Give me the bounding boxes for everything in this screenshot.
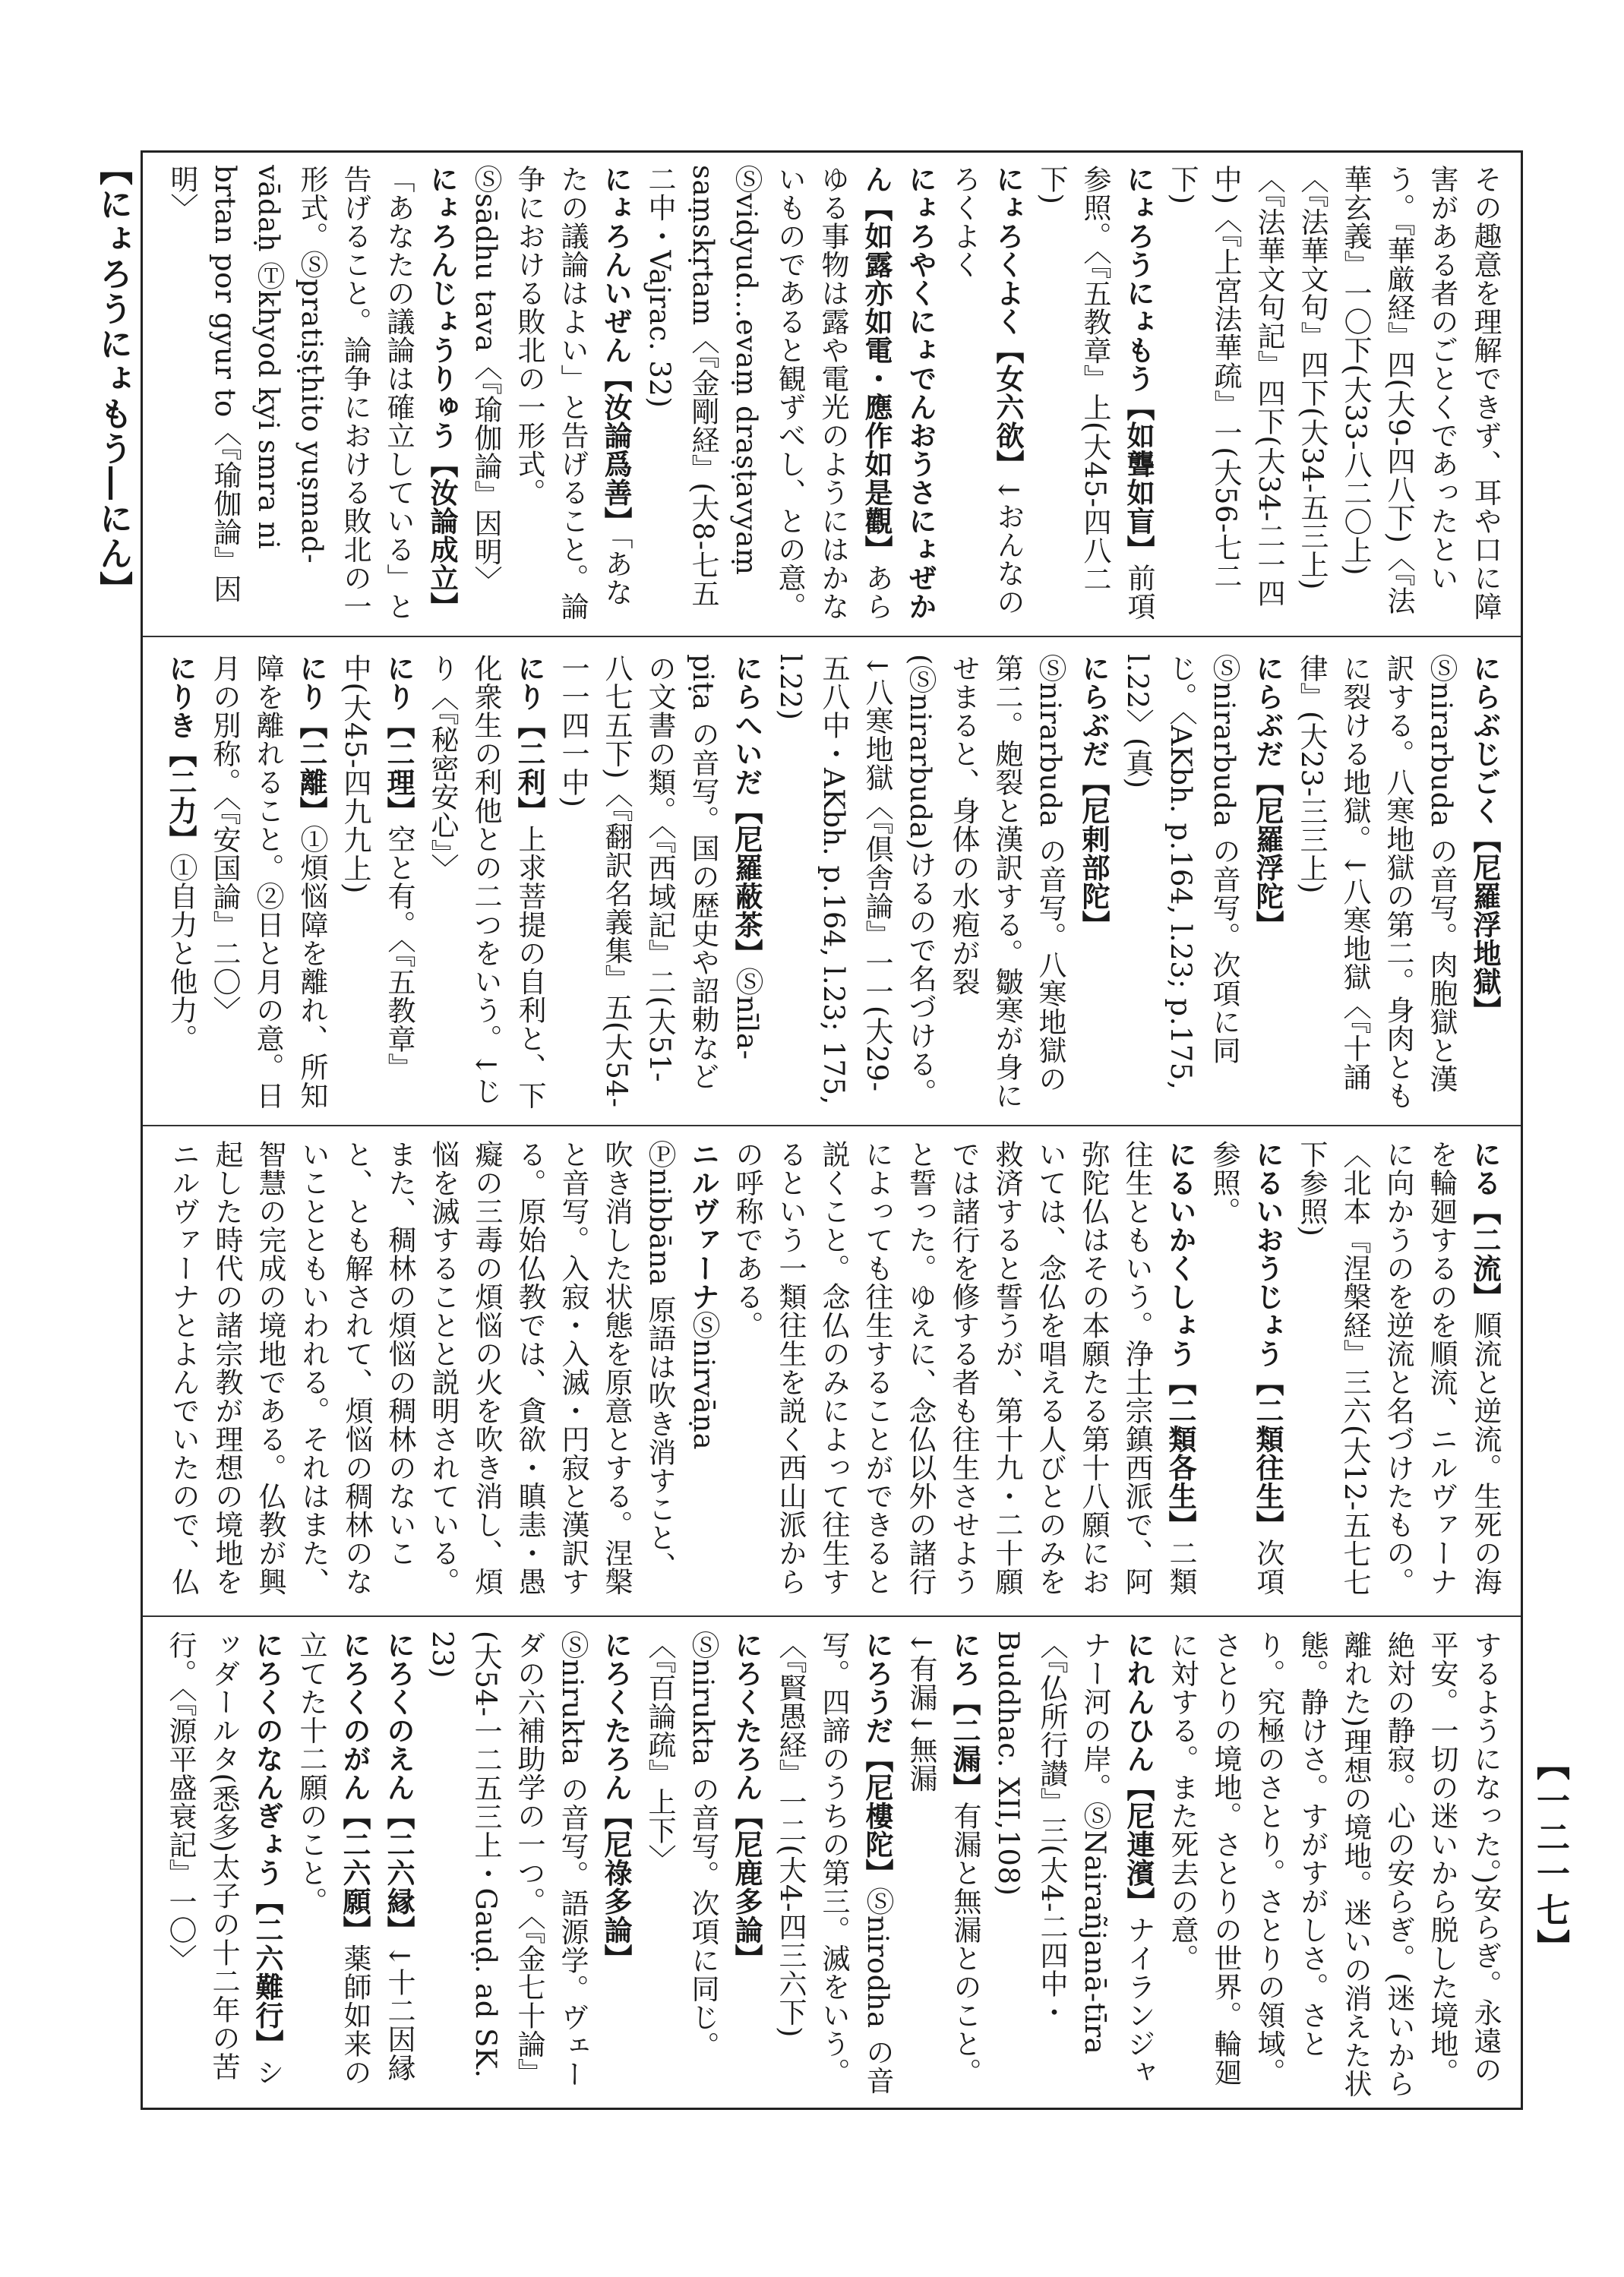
dictionary-entry — [421, 654, 551, 1110]
dictionary-entry — [289, 1631, 377, 2099]
tier-divider — [143, 1615, 1521, 1617]
tier-4-entries — [156, 1631, 1507, 2099]
dictionary-entry — [377, 1631, 421, 2099]
entry-headword: にろくたろん【尼鹿多論】 — [730, 1631, 763, 1972]
entry-definition: Ⓢnirukta の音写。語源学。ヴェーダの六補助学の一つ。〈『金七十論』(大54-一二五三上・Gauḍ. ad SK. 23) — [426, 1631, 589, 2089]
entry-headword: にろくのなんぎょう【二六難行】 — [251, 1631, 284, 2058]
entry-definition: するようになった。)安らぎ。永遠の平安。一切の迷いから脱した境地。絶対の静寂。心の安らぎ。(迷いから離れた)理想の境地。迷いの消えた状態。静けさ。すがすがしさ。さとり。究極のさとり。さとりの領域。さとりの境地。さとりの世界。輪廻に対する。また死去の意。 — [1166, 1631, 1502, 2098]
entry-headword: にょろんじょうりゅう【汝論成立】 — [425, 165, 459, 621]
dictionary-entry — [464, 165, 638, 621]
dictionary-entry — [156, 1140, 725, 1602]
dictionary-entry — [638, 1631, 769, 2099]
entry-definition: ↓おんなのろくよく — [948, 165, 1025, 617]
entry-headword: にらぶだ【尼羅浮陀】 — [1251, 654, 1284, 939]
entry-definition: シッダールタ(悉多)太子の十二年の苦行。〈『源平盛衰記』一〇〉 — [164, 1631, 284, 2086]
entry-headword: にりき【二力】 — [164, 654, 197, 854]
dictionary-entry — [1290, 1140, 1507, 1602]
entry-definition: あらゆる事物は露や電光のようにはかないものであると観ずべし、との意。Ⓢvidyud…evaṃ draṣṭavyaṃ saṃskṛtam〈『金剛経』(大8-七五二中・Vajrac. 32) — [643, 165, 893, 621]
entry-headword: にょろくよく【女六欲】 — [991, 165, 1025, 478]
page-number: 【一二一七】 — [1531, 1747, 1569, 1966]
entry-definition: Ⓢnirarbuda の音写。次項に同じ。〈AKbh. p.164, l.23; p.175, l.22〉(真) — [1121, 654, 1240, 1091]
dictionary-entry — [203, 654, 333, 1110]
entry-definition: 「あなたの議論は確立している」と告げること。論争における敗北の一形式。Ⓢpratiṣṭhito yuṣmad-vādaḥ Ⓣkhyod kyi smra ni brtan por gyur to〈『瑜伽論』因明〉 — [166, 165, 415, 621]
entry-definition: 「あなたの議論はよい」と告げること。論争における敗北の一形式。Ⓢsādhu tava〈『瑜伽論』因明〉 — [469, 165, 633, 621]
entry-definition: Ⓢnirukta の音写。次項に同じ。〈『百論疏』上下〉 — [643, 1631, 719, 2060]
entry-definition: Ⓢnirarbuda の音写。八寒地獄の第二。皰裂と漢訳する。皺寒が身にせまると、身体の水疱が裂(Ⓢnirarbuda)けるので名づける。↓八寒地獄〈『倶舎論』一一(大29-五八中・AKbh. p.164, l.23; 175, l.22) — [774, 654, 1066, 1110]
entry-headword: にょろやくにょでんおうさにょぜかん【如露亦如電・應作如是觀】 — [860, 165, 937, 621]
entry-headword: にょろうにょもう【如聾如盲】 — [1122, 165, 1155, 564]
entry-headword: にろ【二漏】 — [948, 1631, 981, 1802]
dictionary-entry — [943, 165, 1030, 621]
entry-definition: 空と有。〈『五教章』中(大45-四九九上) — [339, 654, 415, 1082]
dictionary-entry — [899, 1631, 987, 2099]
entry-headword: にらぶだ【尼剌部陀】 — [1077, 654, 1111, 939]
entry-definition: 上求菩提の自利と、下化衆生の利他との二つをいう。↓じり〈『秘密安心』〉 — [426, 654, 546, 1110]
entry-headword: にろくのがん【二六願】 — [338, 1631, 371, 1944]
tier-divider — [143, 1125, 1521, 1126]
entry-definition: ①自力と他力。 — [165, 853, 197, 1053]
entry-headword: にろくのえん【二六縁】 — [382, 1631, 415, 1944]
dictionary-entry — [769, 1631, 899, 2099]
tier-4 — [156, 1631, 1507, 2099]
entry-definition: 次項参照。 — [1208, 1140, 1284, 1596]
dictionary-entry — [1161, 1631, 1507, 2099]
tier-3-entries — [156, 1140, 1507, 1602]
entry-headword: にらへいだ【尼羅蔽茶】 — [730, 654, 763, 968]
entry-headword: にり【二離】 — [295, 654, 328, 825]
entry-headword: にろくたろん【尼祿多論】 — [599, 1631, 633, 1972]
entry-headword: にる【二流】 — [1468, 1140, 1502, 1311]
dictionary-entry — [769, 654, 1116, 1110]
entry-headword: にり【二理】 — [382, 654, 415, 825]
dictionary-entry — [159, 1631, 289, 2099]
entry-headword: にるいおうじょう【二類往生】 — [1251, 1140, 1284, 1539]
dictionary-entry — [551, 654, 769, 1110]
dictionary-entry — [160, 165, 464, 621]
dictionary-page-frame — [141, 150, 1523, 2110]
tier-3 — [156, 1140, 1507, 1602]
entry-definition: 薬師如来の立てた十二願のこと。 — [295, 1631, 371, 2086]
dictionary-entry — [156, 1631, 159, 2099]
entry-definition: ↓十二因縁 — [383, 1944, 415, 2083]
entry-headword: にらぶじごく【尼羅浮地獄】 — [1468, 654, 1502, 1025]
tier-2 — [156, 654, 1507, 1110]
running-header: 【にょろうにょもう―にん】 — [93, 152, 132, 606]
dictionary-entry — [156, 654, 203, 1110]
entry-definition: 前項参照。〈『五教章』上(大45-四八二下) — [1035, 165, 1155, 621]
dictionary-entry — [987, 1631, 1161, 2099]
dictionary-entry — [1290, 654, 1507, 1110]
entry-definition: 二類往生ともいう。浄土宗鎮西派で、阿弥陀仏はその本願たる第十八願においては、念仏を唱える人びとのみを救済すると誓うが、第十九・二十願では諸行を修する者も往生させようと誓った。ゆえに、念仏以外の諸行によっても往生することができると説くこと。念仏のみによって往生するという一類往生を説く西山派からの呼称である。 — [731, 1140, 1197, 1596]
entry-definition: Ⓢnīla-piṭa の音写。国の歴史や詔勅などの文書の類。〈『西域記』二(大51-八七五下)〈『翻訳名義集』五(大54-一一四一中) — [557, 654, 763, 1108]
entry-headword: にるいかくしょう【二類各生】 — [1164, 1140, 1197, 1539]
entry-headword: にれんひん【尼連濱】 — [1122, 1631, 1155, 1915]
dictionary-entry — [1030, 165, 1161, 621]
entry-headword: ニルヴァーナ — [687, 1140, 720, 1311]
dictionary-entry — [421, 1631, 638, 2099]
entry-headword: にり【二利】 — [513, 654, 546, 825]
entry-definition: 順流と逆流。生死の海を輪廻するのを順流、ニルヴァーナに向かうのを逆流と名づけたもの。〈北本『涅槃経』三六(大12-五七七下参照) — [1295, 1140, 1502, 1597]
entry-headword: にょろんいぜん【汝論爲善】 — [599, 165, 633, 535]
dictionary-entry — [1202, 1140, 1290, 1602]
entry-definition: ナイランジャナー河の岸。ⓈNairañjanā-tīra〈『仏所行讃』三(大4-二四中・Buddhac. XII,108) — [992, 1631, 1155, 2086]
entry-definition: 有漏と無漏とのこと。↓有漏↓無漏 — [905, 1631, 981, 2086]
tier-1-entries — [156, 165, 1507, 621]
tier-2-entries — [156, 654, 1507, 1110]
tier-divider — [143, 636, 1521, 637]
entry-definition: Ⓢnirvāṇa Ⓟnibbāna 原語は吹き消すこと、吹き消した状態を原意とする。涅槃と音写。入寂・入滅・円寂と漢訳する。原始仏教では、貪欲・瞋恚・愚癡の三毒の煩悩の火を吹き消し、煩悩を滅することと説明されている。また、稠林の煩悩の稠林のないこと、とも解されて、煩悩の稠林のないことともいわれる。それはまた、智慧の完成の境地である。仏教が興起した時代の諸宗教が理想の境地をニルヴァーナとよんでいたので、仏 — [167, 1140, 720, 1596]
entry-definition: Ⓢnirodha の音写。四諦のうちの第三。滅をいう。〈『賢愚経』一二(大4-四三六下) — [774, 1631, 894, 2095]
dictionary-entry — [1161, 165, 1507, 621]
dictionary-entry — [1116, 654, 1290, 1110]
dictionary-entry — [638, 165, 943, 621]
dictionary-entry — [333, 654, 421, 1110]
entry-definition: その趣意を理解できず、耳や口に障害がある者のごとくであったという。『華厳経』四(大9-四八下)〈『法華玄義』一〇下(大33-八二〇上)〈『法華文句』四下(大34-五三上)〈『法華文句記』四下(大34-二一四中)〈『上宮法華疏』一(大56-七二下) — [1166, 165, 1502, 621]
entry-headword: にろうだ【尼樓陀】 — [861, 1631, 894, 1887]
tier-1 — [156, 165, 1507, 621]
dictionary-entry — [725, 1140, 1202, 1602]
entry-definition: Ⓢnirarbuda の音写。肉胞獄と漢訳する。八寒地獄の第二。身肉ともに裂ける地獄。↓八寒地獄〈『十誦律』(大23-三三上) — [1295, 654, 1458, 1110]
entry-definition: ①煩悩障を離れ、所知障を離れること。②日と月の意。日月の別称。〈『安国論』二〇〉 — [208, 654, 328, 1110]
dictionary-entry — [156, 165, 160, 621]
